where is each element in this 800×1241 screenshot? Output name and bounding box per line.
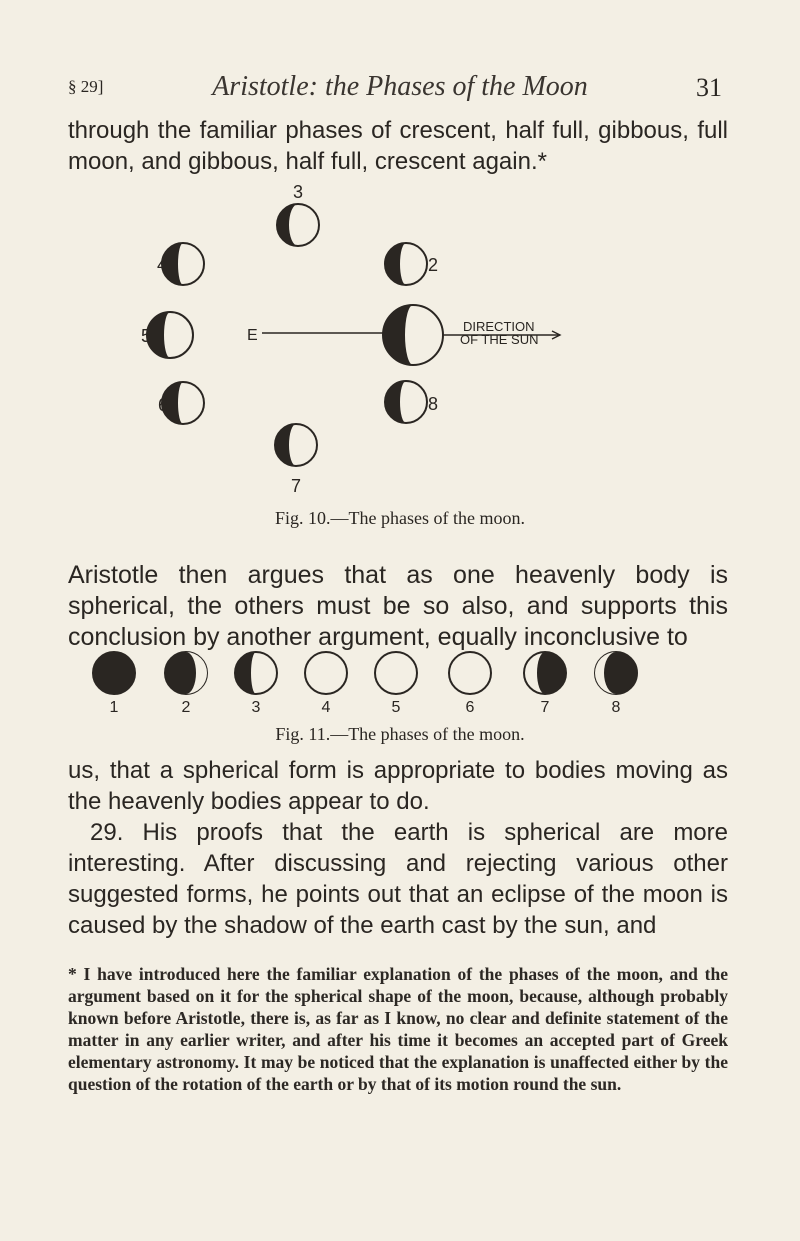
figure-11-caption: Fig. 11.—The phases of the moon.	[275, 724, 525, 744]
moon-phase-2	[385, 243, 427, 285]
fig10-label-e: E	[247, 327, 258, 344]
running-header	[68, 71, 732, 105]
figure-10-diagram	[0, 180, 800, 510]
fig11-moon-4	[305, 652, 347, 694]
moon-center	[383, 305, 443, 365]
fig11-number-4: 4	[321, 699, 331, 714]
fig11-moon-5	[375, 652, 417, 694]
moon-phase-8	[385, 381, 427, 423]
moon-phase-4	[162, 243, 204, 285]
fig10-label-4: 4	[157, 255, 168, 275]
fig11-number-6: 6	[465, 699, 475, 714]
paragraph-3b: 29. His proofs that the earth is spherical are more interesting. After discussing and rejecting various other suggested forms, he points out that an eclipse of the moon is caused by the shadow of the earth cast by the sun, and	[68, 819, 728, 939]
fig11-moon-1	[93, 652, 135, 694]
fig11-moon-7	[524, 652, 566, 694]
fig11-number-1: 1	[109, 699, 119, 714]
running-title: Aristotle: the Phases of the Moon	[212, 71, 588, 102]
fig11-moon-2	[165, 652, 207, 694]
fig11-moon-3	[235, 652, 277, 694]
fig11-number-7: 7	[540, 699, 550, 714]
moon-phase-5	[147, 312, 193, 358]
paragraph-3	[68, 755, 728, 941]
section-mark: § 29]	[68, 77, 104, 96]
direction-label-line2: OF THE SUN	[460, 332, 539, 347]
fig11-number-8: 8	[611, 699, 621, 714]
figure-10-caption: Fig. 10.—The phases of the moon.	[275, 508, 525, 528]
moon-phase-6	[162, 382, 204, 424]
moon-phase-7	[275, 424, 317, 466]
paragraph-3a: us, that a spherical form is appropriate to bodies moving as the heavenly bodies appear to do.	[68, 757, 728, 815]
paragraph-2: Aristotle then argues that as one heavenly body is spherical, the others must be so also, and supports this conclusion by another argument, equally inconclusive to	[68, 561, 728, 651]
fig11-number-2: 2	[181, 699, 191, 714]
page-number: 31	[696, 73, 722, 102]
moon-phase-3	[277, 204, 319, 246]
fig10-label-3: 3	[292, 182, 304, 202]
footnote: * I have introduced here the familiar explanation of the phases of the moon, and the argument based on it for the spherical shape of the moon, because, although probably known before Aristotle, there is, as far as I know, no clear and definite statement of the matter in any earlier writer, and after his time it becomes an accepted part of Greek elementary astronomy. It may be noticed that the explanation is unaffected either by the question of the rotation of the earth or by that of its motion round the sun.	[68, 964, 728, 1094]
fig10-label-2: 2	[428, 255, 439, 275]
paragraph-1: through the familiar phases of crescent, half full, gibbous, full moon, and gibbous, half full, crescent again.*	[68, 117, 728, 175]
fig10-label-5: 5	[141, 326, 152, 346]
direction-label-line1: DIRECTION	[463, 319, 535, 334]
fig10-label-8: 8	[428, 394, 439, 414]
fig10-label-7: 7	[290, 476, 302, 496]
fig11-moon-6	[449, 652, 491, 694]
fig11-number-3: 3	[251, 699, 261, 714]
fig10-label-6: 6	[158, 395, 169, 415]
fig11-number-5: 5	[391, 699, 401, 714]
fig11-moon-8	[595, 652, 637, 694]
figure-11-diagram	[0, 648, 800, 714]
